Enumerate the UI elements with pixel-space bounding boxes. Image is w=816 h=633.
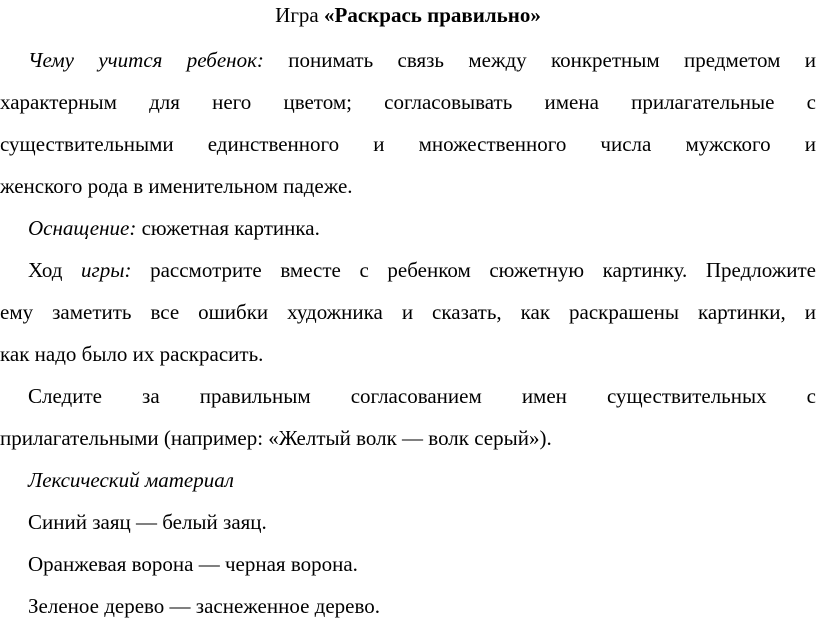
equipment-text: сюжетная картинка. [136,216,320,240]
equipment-label: Оснащение: [28,216,137,240]
goal-line-4: женского рода в именительном падеже. [0,174,353,198]
goal-line-1 [0,45,816,75]
lexical-item: Оранжевая ворона — черная ворона. [28,552,358,576]
goal-line-3: существительными единственного и множественного числа мужского и [0,132,816,156]
title-prefix: Игра [275,3,325,27]
procedure-word: Ход [28,258,82,282]
procedure-line-3: как надо было их раскрасить. [0,342,264,366]
lexical-item: Зеленое дерево — заснеженное дерево. [28,594,381,618]
procedure-line-1 [0,255,816,285]
goal-label: Чему учится ребенок: [28,48,264,72]
goal-line-2: характерным для него цветом; согласовывать имена прилагательные с [0,90,816,114]
lexical-item: Синий заяц — белый заяц. [28,510,267,534]
procedure-line-2: ему заметить все ошибки художника и сказать, как раскрашены картинки, и [0,300,816,324]
procedure-label: игры: [81,258,132,282]
goal-text-1: понимать связь между конкретным предметом и [263,48,816,72]
lexical-heading: Лексический материал [28,468,234,492]
page-title [0,0,816,30]
agreement-line-2: прилагательными (например: «Желтый волк — волк серый»). [0,426,552,450]
title-game-name: «Раскрась правильно» [324,3,541,27]
procedure-text-1: рассмотрите вместе с ребенком сюжетную картинку. Предложите [131,258,816,282]
equipment-line [0,213,816,243]
agreement-line-1: Следите за правильным согласованием имен существительных с [28,384,816,408]
